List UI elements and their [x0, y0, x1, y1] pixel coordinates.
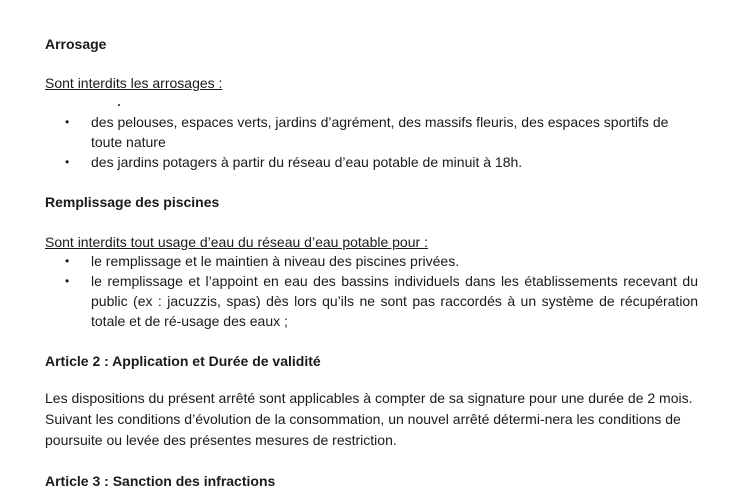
bullet-icon: •	[65, 155, 70, 169]
scan-speck	[118, 104, 120, 106]
bullet-icon: •	[65, 274, 70, 288]
list-item	[65, 112, 698, 152]
paragraph-article-2: Les dispositions du présent arrêté sont applicables à compter de sa signature pour une durée de 2 mois. Suivant les conditions d’évolution de la consommation, un nouvel arrêté détermi-nera les conditions de poursuite ou levée des présentes mesures de restriction.	[45, 390, 693, 448]
list-arrosage	[65, 112, 698, 172]
list-item-text: des pelouses, espaces verts, jardins d’agrément, des massifs fleuris, des espaces sportifs de toute nature	[91, 114, 669, 150]
list-piscines	[65, 251, 698, 331]
list-item-text: le remplissage et l’appoint en eau des bassins individuels dans les établissements recevant du public (ex : jacuzzis, spas) dès lors qu’ils ne sont pas raccordés à un système de récupération totale et de ré-usage des eaux ;	[91, 273, 698, 329]
list-item	[65, 251, 698, 271]
heading-article-3: Article 3 : Sanction des infractions	[45, 473, 276, 489]
heading-piscines: Remplissage des piscines	[45, 194, 220, 210]
bullet-icon: •	[65, 115, 70, 129]
heading-article-2: Article 2 : Application et Durée de validité	[45, 353, 321, 369]
list-item	[65, 271, 698, 331]
intro-arrosage: Sont interdits les arrosages :	[45, 75, 223, 91]
heading-arrosage: Arrosage	[45, 36, 107, 52]
list-item-text: le remplissage et le maintien à niveau des piscines privées.	[91, 253, 460, 269]
list-item	[65, 152, 698, 172]
bullet-icon: •	[65, 254, 70, 268]
intro-piscines: Sont interdits tout usage d’eau du réseau d’eau potable pour :	[45, 234, 428, 250]
list-item-text: des jardins potagers à partir du réseau d’eau potable de minuit à 18h.	[91, 154, 523, 170]
